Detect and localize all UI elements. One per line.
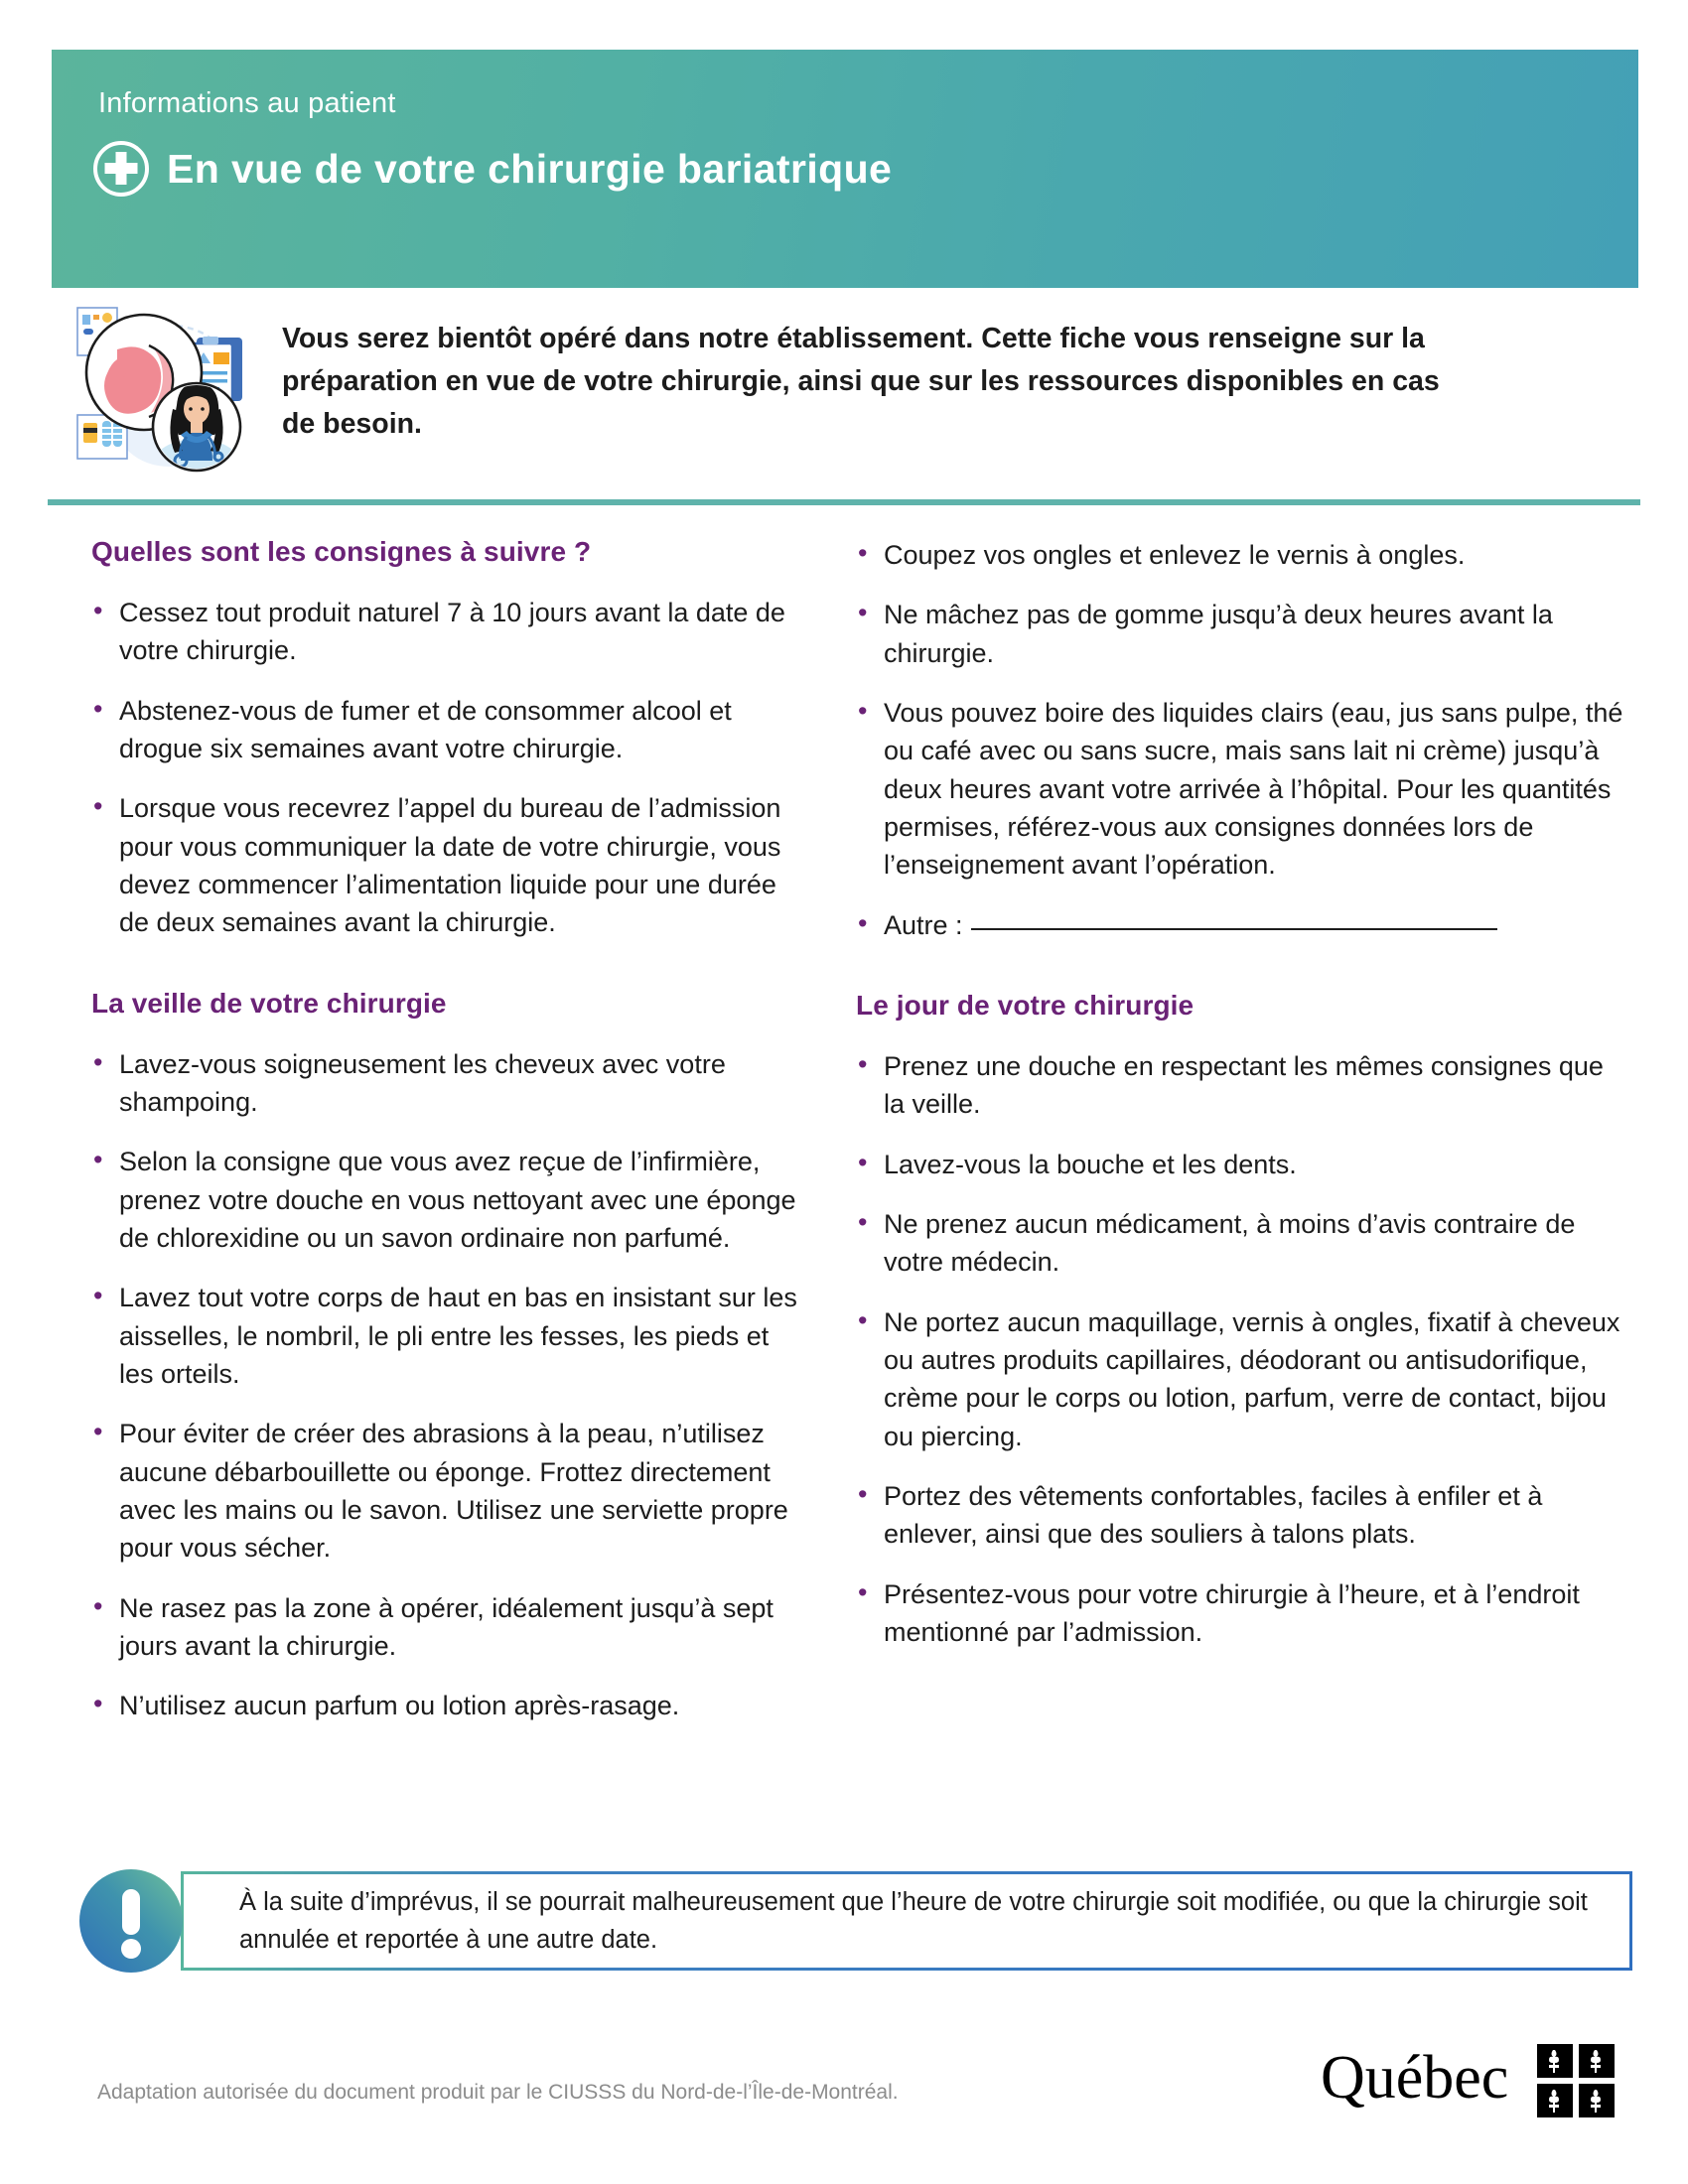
page-title: En vue de votre chirurgie bariatrique	[167, 145, 893, 192]
divider-top	[48, 499, 1640, 505]
list-item: • N’utilisez aucun parfum ou lotion après-rasage.	[91, 1687, 806, 1724]
stomach-clipboard-nurse-illustration	[70, 298, 258, 481]
medical-cross-circle-icon	[91, 139, 151, 199]
list-item: • Portez des vêtements confortables, faciles à enfiler et à enlever, ainsi que des souliers à talons plats.	[856, 1477, 1625, 1554]
warning-box	[181, 1871, 1632, 1971]
left-column	[52, 536, 806, 1747]
section-title-jour: Le jour de votre chirurgie	[856, 989, 1195, 1021]
list-item: • Coupez vos ongles et enlevez le vernis à ongles.	[856, 536, 1625, 574]
exclamation-circle-icon	[71, 1861, 191, 1980]
right-column	[856, 536, 1625, 1747]
list-item: • Vous pouvez boire des liquides clairs (eau, jus sans pulpe, thé ou café avec ou sans sucre, mais sans lait ni crème) jusqu’à deux heures avant votre arrivée à l’hôpital. Pour les quantités permises, référez-vous aux consignes données lors de l’enseignement avant l’opération.	[856, 694, 1625, 885]
intro-banner	[52, 298, 1638, 486]
header-eyebrow: Informations au patient	[98, 87, 396, 119]
autre-input[interactable]	[971, 928, 1497, 930]
list-item: • Ne portez aucun maquillage, vernis à ongles, fixatif à cheveux ou autres produits capillaires, déodorant ou antisudorifique, crème pour le corps ou lotion, parfum, verre de contact, bijou ou piercing.	[856, 1303, 1625, 1455]
quebec-logo-text: Québec	[1321, 2044, 1509, 2112]
section-title-veille: La veille de votre chirurgie	[91, 987, 447, 1019]
list-item: • Ne prenez aucun médicament, à moins d’avis contraire de votre médecin.	[856, 1205, 1625, 1282]
jour-list	[856, 1047, 1625, 1651]
list-item: • Présentez-vous pour votre chirurgie à l’heure, et à l’endroit mentionné par l’admission.	[856, 1575, 1625, 1652]
content-columns	[52, 536, 1640, 1747]
list-item: • Lavez-vous soigneusement les cheveux avec votre shampoing.	[91, 1045, 806, 1122]
quebec-government-logo	[1321, 2040, 1618, 2121]
intro-text: Vous serez bientôt opéré dans notre établissement. Cette fiche vous renseigne sur la préparation en vue de votre chirurgie, ainsi que sur les ressources disponibles en cas de besoin.	[282, 323, 1440, 440]
footer-credit: Adaptation autorisée du document produit par le CIUSSS du Nord-de-l’Île-de-Montréal.	[97, 2081, 899, 2104]
quebec-flag-squares	[1537, 2044, 1615, 2117]
list-item: • Abstenez-vous de fumer et de consommer alcool et drogue six semaines avant votre chirurgie.	[91, 692, 806, 768]
autre-item	[856, 906, 1625, 944]
autre-label: Autre :	[884, 909, 963, 940]
list-item: • Pour éviter de créer des abrasions à la peau, n’utilisez aucune débarbouillette ou éponge. Frottez directement avec les mains ou le savon. Utilisez une serviette propre pour vous sécher.	[91, 1415, 806, 1567]
list-item: • Lorsque vous recevrez l’appel du bureau de l’admission pour vous communiquer la date de votre chirurgie, vous devez commencer l’alimentation liquide pour une durée de deux semaines avant la chirurgie.	[91, 789, 806, 941]
list-item: • Selon la consigne que vous avez reçue de l’infirmière, prenez votre douche en vous nettoyant avec une éponge de chlorexidine ou un savon ordinaire non parfumé.	[91, 1143, 806, 1257]
consignes-list	[91, 594, 806, 942]
list-item: • Lavez tout votre corps de haut en bas en insistant sur les aisselles, le nombril, le pli entre les fesses, les pieds et les orteils.	[91, 1279, 806, 1393]
warning-callout	[71, 1861, 1638, 1980]
list-item: • Lavez-vous la bouche et les dents.	[856, 1146, 1625, 1183]
page-header	[52, 50, 1638, 288]
list-item: • Ne rasez pas la zone à opérer, idéalement jusqu’à sept jours avant la chirurgie.	[91, 1589, 806, 1666]
list-item: • Ne mâchez pas de gomme jusqu’à deux heures avant la chirurgie.	[856, 596, 1625, 672]
warning-text: À la suite d’imprévus, il se pourrait malheureusement que l’heure de votre chirurgie soit modifiée, ou que la chirurgie soit annulée et reportée à une autre date.	[239, 1887, 1588, 1954]
list-item: • Prenez une douche en respectant les mêmes consignes que la veille.	[856, 1047, 1625, 1124]
section-title-consignes: Quelles sont les consignes à suivre ?	[91, 536, 592, 567]
header-title-row	[91, 139, 892, 199]
list-item: • Cessez tout produit naturel 7 à 10 jours avant la date de votre chirurgie.	[91, 594, 806, 670]
consignes-suite-list	[856, 536, 1625, 944]
veille-list	[91, 1045, 806, 1725]
